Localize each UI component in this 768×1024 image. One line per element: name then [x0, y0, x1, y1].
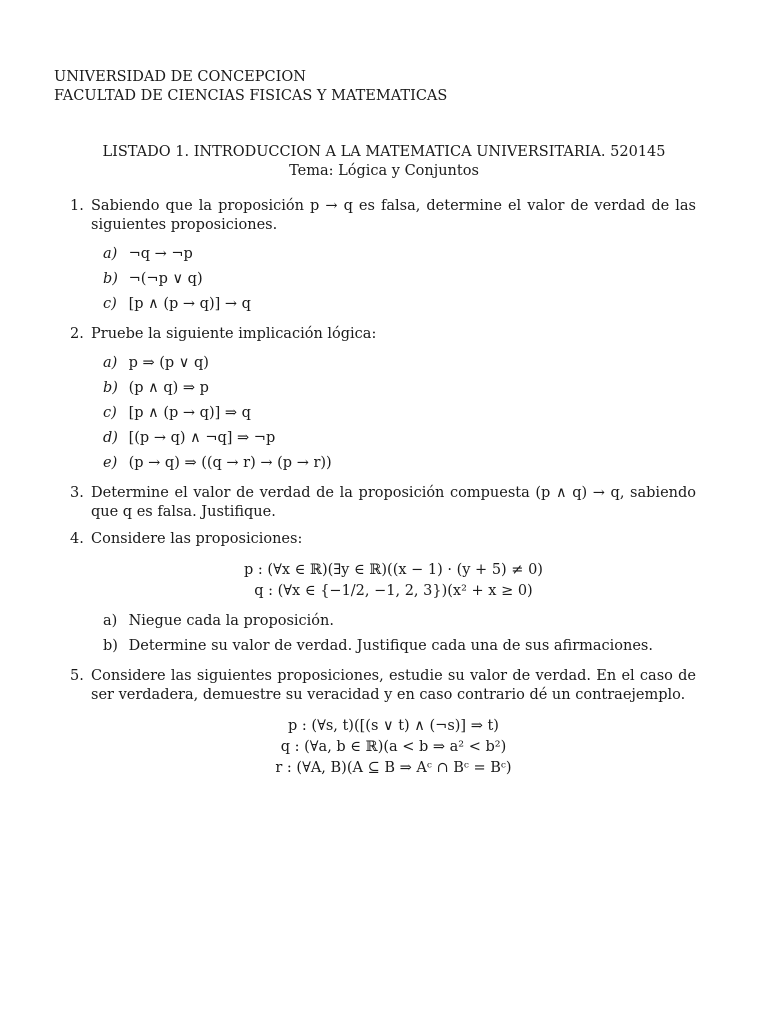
- subitem: [103, 351, 696, 376]
- math-expression: (p → q) ⇒ ((q → r) → (p → r)): [128, 455, 332, 471]
- subitem-list: [91, 351, 696, 476]
- subitem-list: [91, 242, 696, 317]
- problem-statement: Considere las proposiciones:: [91, 531, 303, 547]
- subitem: [103, 609, 696, 634]
- math-expression: (p ∧ q) ⇒ p: [128, 380, 209, 396]
- math-expression: [(p → q) ∧ ¬q] ⇒ ¬p: [128, 430, 276, 446]
- proposition-q: q : (∀x ∈ {−1/2, −1, 2, 3})(x² + x ≥ 0): [254, 583, 533, 599]
- subitem-list: [91, 609, 696, 659]
- problem-4: [0, 530, 768, 659]
- problem-statement: Pruebe la siguiente implicación lógica:: [91, 326, 377, 342]
- subitem-label: a): [103, 613, 118, 629]
- subitem: [103, 242, 696, 267]
- document-header: [54, 68, 447, 106]
- display-math: [91, 716, 696, 779]
- title-block: [0, 143, 768, 181]
- math-expression: p ⇒ (p ∨ q): [128, 355, 209, 371]
- subitem-label: b): [103, 271, 118, 287]
- document-topic: Tema: Lógica y Conjuntos: [289, 163, 479, 179]
- problem-5: [0, 667, 768, 779]
- university-name: UNIVERSIDAD DE CONCEPCION: [54, 69, 306, 85]
- math-expression: [p ∧ (p → q)] ⇒ q: [128, 405, 251, 421]
- proposition-p: p : (∀x ∈ ℝ)(∃y ∈ ℝ)((x − 1) · (y + 5) ≠ 0): [244, 562, 543, 578]
- subitem-label: a): [103, 355, 118, 371]
- faculty-name: FACULTAD DE CIENCIAS FISICAS Y MATEMATICAS: [54, 88, 448, 104]
- problem-number: 3.: [70, 485, 84, 501]
- math-expression: ¬q → ¬p: [128, 246, 193, 262]
- subitem: [103, 451, 696, 476]
- problem-number: 5.: [70, 668, 84, 684]
- subitem: [103, 267, 696, 292]
- problem-number: 2.: [70, 326, 84, 342]
- proposition-p: p : (∀s, t)([(s ∨ t) ∧ (¬s)] ⇒ t): [288, 718, 499, 734]
- problem-statement: Determine el valor de verdad de la proposición compuesta (p ∧ q) → q, sabiendo que q es falsa. Justifique.: [91, 485, 696, 520]
- subitem: [103, 376, 696, 401]
- subitem-label: b): [103, 380, 118, 396]
- math-expression: [p ∧ (p → q)] → q: [128, 296, 251, 312]
- proposition-q: q : (∀a, b ∈ ℝ)(a < b ⇒ a² < b²): [280, 739, 507, 755]
- subitem-text: Niegue cada la proposición.: [128, 613, 334, 629]
- subitem-label: d): [103, 430, 118, 446]
- subitem-label: a): [103, 246, 118, 262]
- proposition-r: r : (∀A, B)(A ⊆ B ⇒ Aᶜ ∩ Bᶜ = Bᶜ): [275, 760, 512, 776]
- document-title: LISTADO 1. INTRODUCCION A LA MATEMATICA UNIVERSITARIA. 520145: [102, 144, 666, 160]
- problem-2: [0, 325, 768, 476]
- subitem: [103, 401, 696, 426]
- subitem-text: Determine su valor de verdad. Justifique cada una de sus afirmaciones.: [128, 638, 653, 654]
- problem-3: [0, 484, 768, 522]
- problem-statement: Considere las siguientes proposiciones, estudie su valor de verdad. En el caso de ser verdadera, demuestre su veracidad y en caso contrario dé un contraejemplo.: [91, 668, 696, 703]
- problem-1: [0, 197, 768, 317]
- subitem-label: e): [103, 455, 118, 471]
- problem-number: 4.: [70, 531, 84, 547]
- problem-list: [0, 197, 768, 787]
- math-expression: ¬(¬p ∨ q): [128, 271, 203, 287]
- subitem-label: b): [103, 638, 118, 654]
- problem-statement: Sabiendo que la proposición p → q es falsa, determine el valor de verdad de las siguientes proposiciones.: [91, 198, 696, 233]
- subitem: [103, 426, 696, 451]
- subitem-label: c): [103, 296, 117, 312]
- problem-number: 1.: [70, 198, 84, 214]
- subitem: [103, 634, 696, 659]
- display-math: [91, 560, 696, 602]
- subitem: [103, 292, 696, 317]
- subitem-label: c): [103, 405, 117, 421]
